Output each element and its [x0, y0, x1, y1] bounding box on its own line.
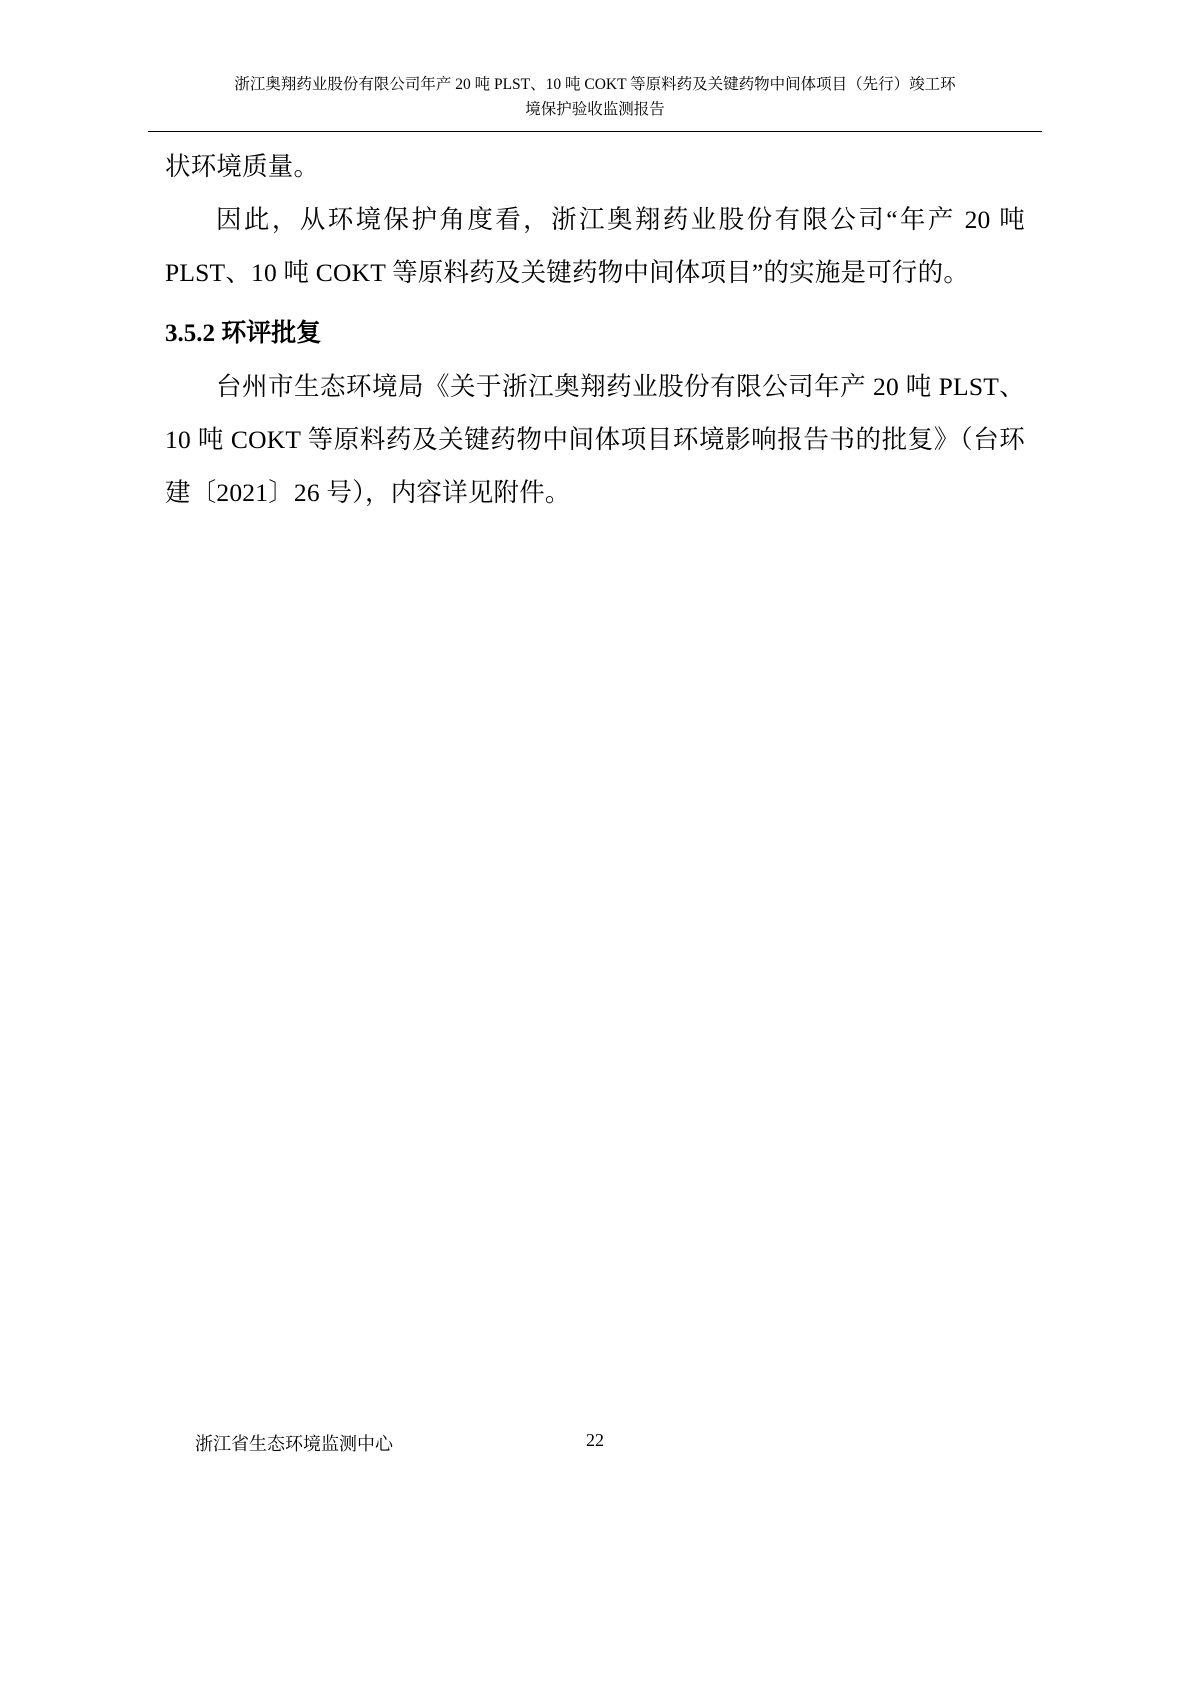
footer-page-number: 22	[586, 1430, 604, 1450]
header-line-2: 境保护验收监测报告	[525, 101, 665, 119]
page-header	[165, 72, 1025, 122]
paragraph-approval: 台州市生态环境局《关于浙江奥翔药业股份有限公司年产 20 吨 PLST、10 吨 COKT 等原料药及关键药物中间体项目环境影响报告书的批复》（台环建〔2021〕26 号），内容详见附件。	[165, 372, 1025, 507]
section-heading-3-5-2: 3.5.2 环评批复	[165, 320, 322, 347]
paragraph-conclusion: 因此，从环境保护角度看，浙江奥翔药业股份有限公司“年产 20 吨 PLST、10 吨 COKT 等原料药及关键药物中间体项目”的实施是可行的。	[165, 205, 1025, 287]
header-divider	[148, 131, 1042, 132]
paragraph-continuation: 状环境质量。	[165, 152, 320, 181]
header-line-1: 浙江奥翔药业股份有限公司年产 20 吨 PLST、10 吨 COKT 等原料药及关键药物中间体项目（先行）竣工环	[234, 76, 956, 93]
document-body	[165, 140, 1025, 519]
page-footer	[165, 1430, 1025, 1460]
footer-organization: 浙江省生态环境监测中心	[195, 1434, 393, 1454]
